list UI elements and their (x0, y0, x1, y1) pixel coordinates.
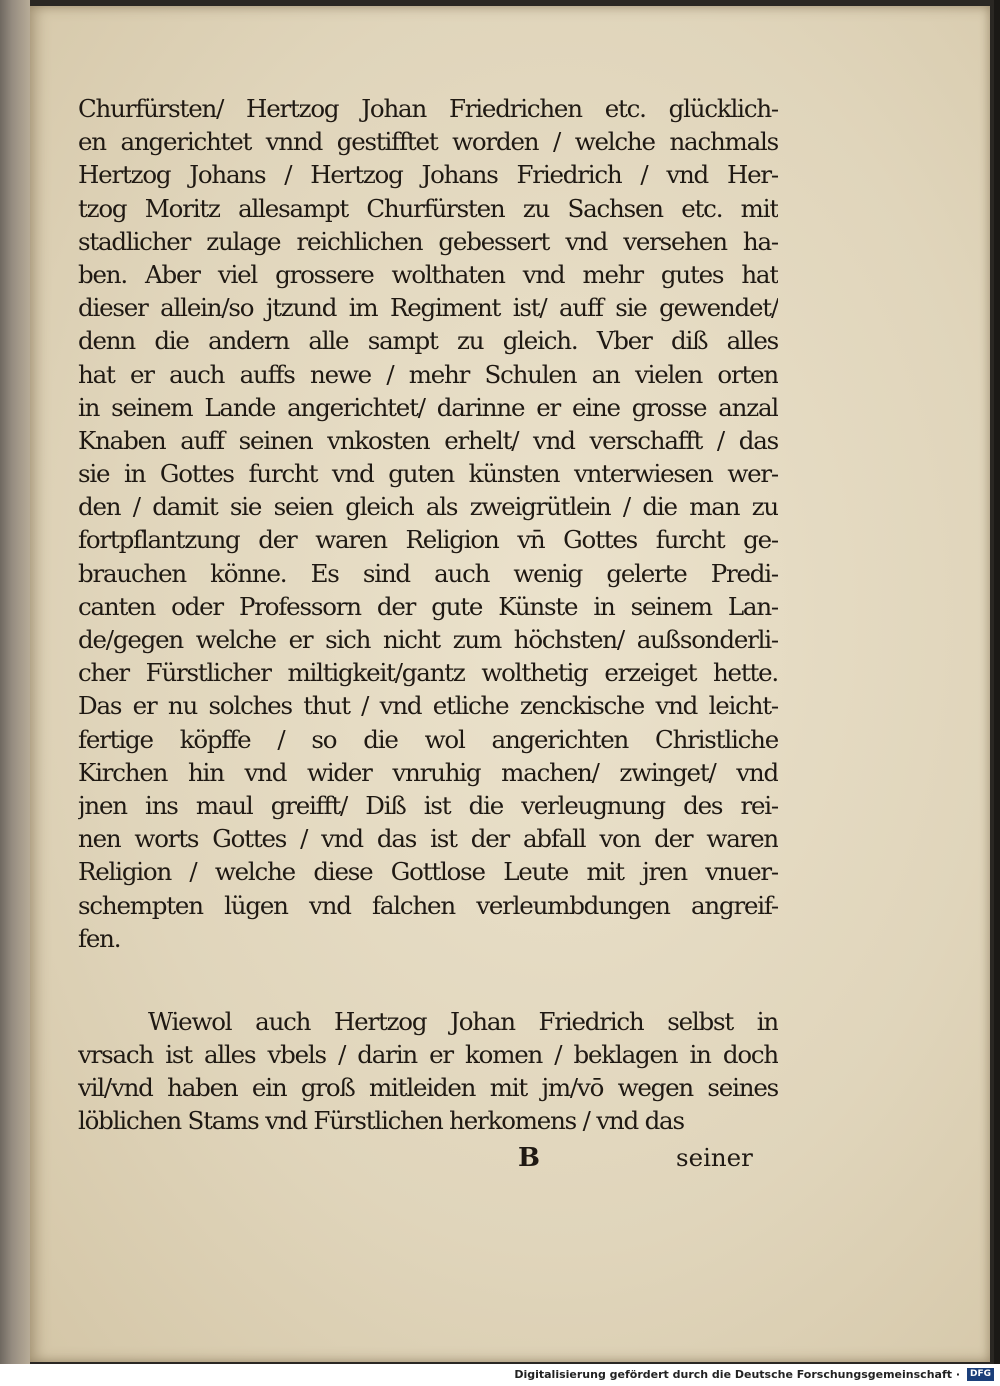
text-line: de/gegen welche er sich nicht zum höchsten/ außsonderli- (78, 625, 778, 654)
text-line: Das er nu solches thut / vnd etliche zenckische vnd leicht- (78, 691, 778, 721)
text-line: tzog Moritz allesampt Churfürsten zu Sachsen etc. mit (78, 193, 778, 223)
text-line: löblichen Stams vnd Fürstlichen herkomens / vnd das (78, 1106, 684, 1136)
text-line: vil/vnd haben ein groß mitleiden mit jm/vō wegen seines (78, 1073, 778, 1103)
text-line: Kirchen hin vnd wider vnruhig machen/ zwinget/ vnd (78, 757, 778, 787)
text-line: in seinem Lande angerichtet/ darinne er eine grosse anzal (78, 392, 778, 422)
text-line: cher Fürstlicher miltigkeit/gantz wolthetig erzeiget hette. (78, 658, 778, 688)
paragraph-new (78, 1005, 778, 1138)
book-page (30, 6, 990, 1362)
text-line: brauchen könne. Es sind auch wenig gelerte Predi- (78, 558, 778, 588)
text-line: Churfürsten/ Hertzog Johan Friedrichen etc. glücklich- (78, 94, 778, 123)
text-line: den / damit sie seien gleich als zweigrütlein / die man zu (78, 492, 778, 522)
text-line: schempten lügen vnd falchen verleumbdungen angreif- (78, 890, 778, 920)
page-text-block (78, 92, 778, 1178)
book-spine (0, 0, 30, 1364)
text-line: en angerichtet vnnd gestifftet worden / welche nachmals (78, 127, 778, 157)
scan-edge (994, 0, 1000, 1364)
text-line: stadlicher zulage reichlichen gebessert vnd versehen ha- (78, 226, 778, 256)
text-line: sie in Gottes furcht vnd guten künsten vnterwiesen wer- (78, 459, 778, 489)
text-line: vrsach ist alles vbels / darin er komen / beklagen in doch (78, 1040, 778, 1070)
text-line: fertige köpffe / so die wol angerichten Christliche (78, 724, 778, 754)
text-line: fen. (78, 923, 121, 953)
funding-credit: Digitalisierung gefördert durch die Deutsche Forschungsgemeinschaft · (514, 1368, 960, 1381)
text-line: hat er auch auffs newe / mehr Schulen an vielen orten (78, 359, 778, 389)
text-line: dieser allein/so jtzund im Regiment ist/ auff sie gewendet/ (78, 293, 778, 323)
text-line: Hertzog Johans / Hertzog Johans Friedrich / vnd Her- (78, 160, 778, 190)
text-line: canten oder Professorn der gute Künste in seinem Lan- (78, 591, 778, 621)
credit-bar (0, 1364, 1000, 1386)
text-line: nen worts Gottes / vnd das ist der abfall von der waren (78, 824, 778, 854)
catchword: seiner (676, 1142, 753, 1172)
text-line: Wiewol auch Hertzog Johan Friedrich selbst in (148, 1006, 778, 1036)
page-footer-line (78, 1138, 778, 1178)
paragraph-gap (78, 955, 778, 1005)
text-line: ben. Aber viel grossere wolthaten vnd mehr gutes hat (78, 259, 778, 289)
text-line: Religion / welche diese Gottlose Leute mit jren vnuer- (78, 857, 778, 887)
text-line: denn die andern alle sampt zu gleich. Vber diß alles (78, 326, 778, 356)
signature-mark: B (518, 1142, 540, 1173)
paragraph-continued (78, 92, 778, 955)
text-line: fortpflantzung der waren Religion vn̄ Gottes furcht ge- (78, 525, 778, 555)
dfg-logo-icon: DFG (967, 1368, 994, 1381)
text-line: jnen ins maul greifft/ Diß ist die verleugnung des rei- (78, 790, 778, 820)
text-line: Knaben auff seinen vnkosten erhelt/ vnd verschafft / das (78, 425, 778, 455)
